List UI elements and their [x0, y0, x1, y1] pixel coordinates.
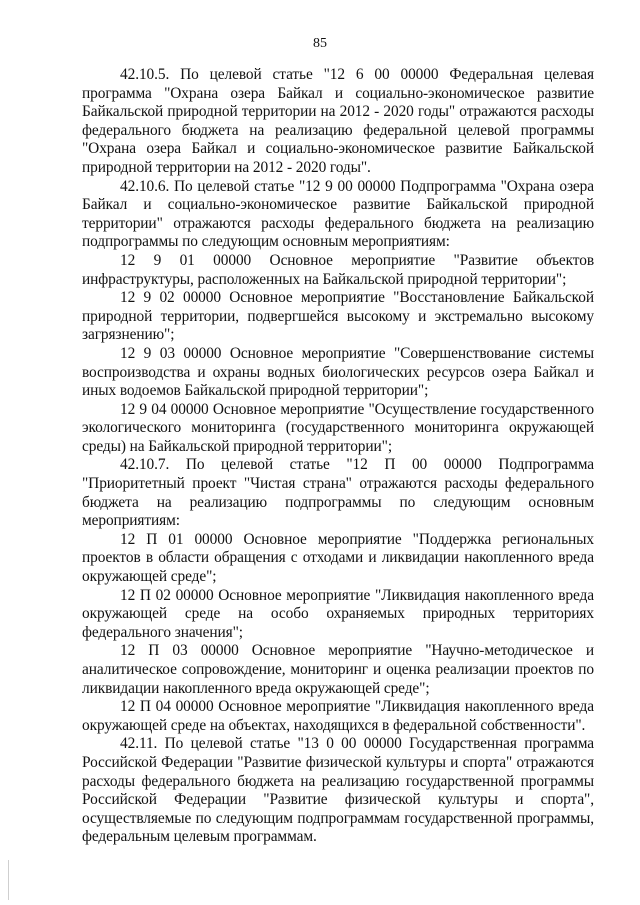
- list-item-12-9-04: 12 9 04 00000 Основное мероприятие "Осуществление государственного экологического мониторинга (государственного мониторинга окружающей среды) на Байкальской природной территории";: [82, 400, 594, 455]
- paragraph-42-10-5: 42.10.5. По целевой статье "12 6 00 00000 Федеральная целевая программа "Охрана озера Байкал и социально-экономическое развитие Байкальской природной территории на 2012 - 2020 годы" отражаются расходы федерального бюджета на реализацию федеральной целевой программы "Охрана озера Байкал и социально-экономическое развитие Байкальской природной территории на 2012 - 2020 годы".: [82, 66, 594, 176]
- page-number: 85: [313, 36, 327, 51]
- paragraph-42-11: 42.11. По целевой статье "13 0 00 00000 Государственная программа Российской Федерации "Развитие физической культуры и спорта" отражаются расходы федерального бюджета на реализацию государственной программы Российской Федерации "Развитие физической культуры и спорта", осуществляемые по следующим подпрограммам государственной программы, федеральным целевым программам.: [82, 735, 594, 846]
- list-item-12-9-03: 12 9 03 00000 Основное мероприятие "Совершенствование системы воспроизводства и охраны водных биологических ресурсов озера Байкал и иных водоемов Байкальской природной территории";: [82, 344, 594, 400]
- document-body: [82, 66, 594, 847]
- list-item-12-9-01: 12 9 01 00000 Основное мероприятие "Развитие объектов инфраструктуры, расположенных на Байкальской природной территории";: [82, 251, 594, 288]
- list-item-12-p-04: 12 П 04 00000 Основное мероприятие "Ликвидация накопленного вреда окружающей среде на объектах, находящихся в федеральной собственности".: [82, 698, 594, 734]
- list-item-12-p-03: 12 П 03 00000 Основное мероприятие "Научно-методическое и аналитическое сопровождение, мониторинг и оценка реализации проектов по ликвидации накопленного вреда окружающей среде";: [82, 642, 594, 697]
- list-item-12-p-01: 12 П 01 00000 Основное мероприятие "Поддержка региональных проектов в области обращения с отходами и ликвидации накопленного вреда окружающей среде";: [82, 530, 594, 586]
- list-item-12-p-02: 12 П 02 00000 Основное мероприятие "Ликвидация накопленного вреда окружающей среде на особо охраняемых природных территориях федерального значения";: [82, 586, 594, 641]
- list-item-12-9-02: 12 9 02 00000 Основное мероприятие "Восстановление Байкальской природной территории, подвергшейся высокому и экстремально высокому загрязнению";: [82, 289, 594, 344]
- scan-edge-line: [8, 860, 9, 900]
- paragraph-42-10-7: 42.10.7. По целевой статье "12 П 00 00000 Подпрограмма "Приоритетный проект "Чистая страна" отражаются расходы федерального бюджета на реализацию подпрограммы по следующим основным мероприятиям:: [82, 456, 594, 530]
- paragraph-42-10-6: 42.10.6. По целевой статье "12 9 00 00000 Подпрограмма "Охрана озера Байкал и социально-экономическое развитие Байкальской природной территории" отражаются расходы федерального бюджета на реализацию подпрограммы по следующим основным мероприятиям:: [82, 177, 594, 251]
